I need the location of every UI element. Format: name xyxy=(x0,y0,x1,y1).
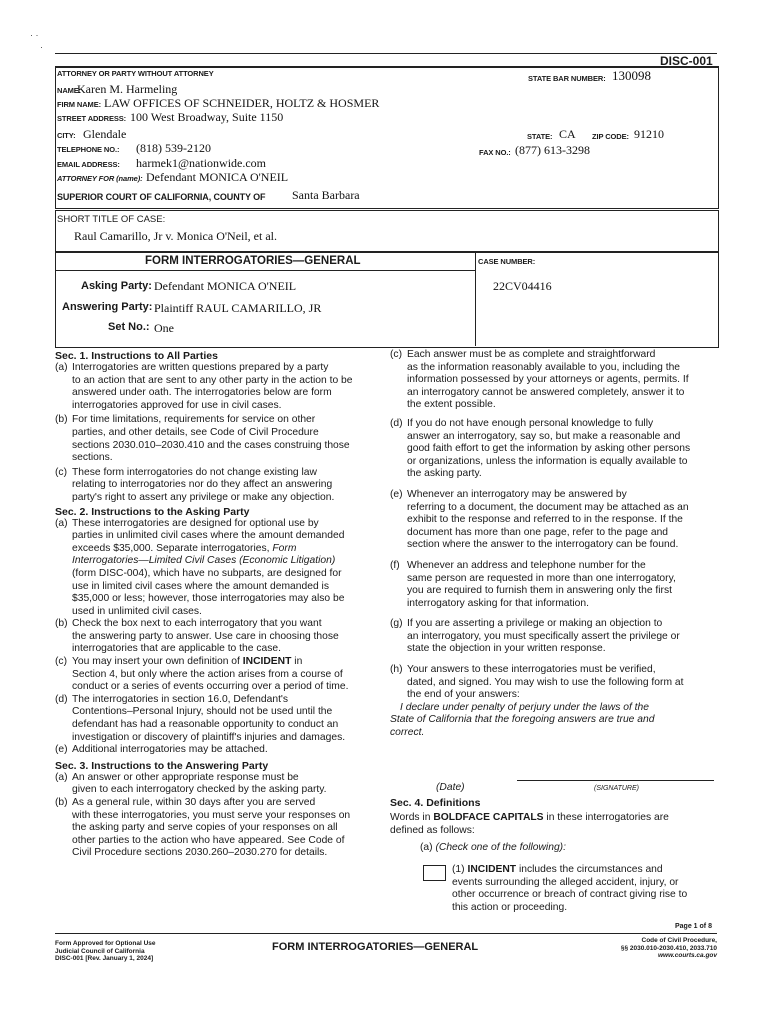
court-value: Santa Barbara xyxy=(292,188,360,202)
sec3-e: (e) Whenever an interrogatory may be answered by referring to a document, the document may be attached as an exhibit to the response and referred to in the response. If the document has more than one page, refer to the page and section where the answer to the interrogatory can be found. xyxy=(390,488,689,551)
zip-label: ZIP CODE: xyxy=(592,132,629,141)
answering-party-value: Plaintiff RAUL CAMARILLO, JR xyxy=(154,301,322,315)
signature-label: (SIGNATURE) xyxy=(594,785,639,792)
case-number-value: 22CV04416 xyxy=(493,279,552,293)
asking-party-label: Asking Party: xyxy=(81,280,152,292)
street-value: 100 West Broadway, Suite 1150 xyxy=(130,110,284,124)
title-divider xyxy=(475,252,476,346)
email-label: EMAIL ADDRESS: xyxy=(57,160,120,169)
sec1-c: (c) These form interrogatories do not change existing law relating to interrogatories nor do they affect an answering party's right to assert any privilege or make any objection. xyxy=(55,466,335,503)
title-underline xyxy=(55,270,475,271)
sec4-intro: Words in BOLDFACE CAPITALS in these interrogatories are defined as follows: xyxy=(390,812,669,836)
case-number-label: CASE NUMBER: xyxy=(478,257,536,266)
fax-value: (877) 613-3298 xyxy=(515,143,590,157)
footer-right: Code of Civil Procedure, §§ 2030.010-2030.410, 2033.710 www.courts.ca.gov xyxy=(620,937,717,959)
page-number: Page 1 of 8 xyxy=(675,923,712,930)
scan-speck: · xyxy=(40,42,43,52)
scan-speck: · · xyxy=(30,30,39,40)
sec1-b: (b) For time limitations, requirements for service on other parties, and other details, see Code of Civil Procedure sections 2030.010–2030.410 and the cases construing those sections. xyxy=(55,414,350,464)
sec3-h: (h) Your answers to these interrogatories must be verified, dated, and signed. You may wish to use the following form at the end of your answers: xyxy=(390,664,684,701)
zip-value: 91210 xyxy=(634,127,664,141)
attorney-label: ATTORNEY OR PARTY WITHOUT ATTORNEY xyxy=(57,69,214,78)
sec3-a: (a) An answer or other appropriate response must be given to each interrogatory checked by the asking party. xyxy=(55,771,327,796)
street-label: STREET ADDRESS: xyxy=(57,114,127,123)
sec1-a: (a) Interrogatories are written questions prepared by a party to an action that are sent to any other party in the action to be answered under oath. The interrogatories below are form interrogatories approved for use in civil cases. xyxy=(55,362,353,411)
court-label: SUPERIOR COURT OF CALIFORNIA, COUNTY OF xyxy=(57,192,266,202)
sec3-g: (g) If you are asserting a privilege or making an objection to an interrogatory, you must specifically assert the privilege or state the objection in your written response. xyxy=(390,618,680,655)
footer-rule xyxy=(55,933,717,934)
definition-1: (1) INCIDENT includes the circumstances and events surrounding the alleged accident, injury, or other occurrence or breach of contract giving rise to this action or proceeding. xyxy=(452,864,688,913)
declaration: I declare under penalty of perjury under the laws of the State of California that the foregoing answers are true and correct. xyxy=(390,701,655,739)
name-label: NAME: xyxy=(57,86,82,95)
state-bar-label: STATE BAR NUMBER: xyxy=(528,74,606,83)
attorney-for-label: ATTORNEY FOR (name): xyxy=(57,174,143,183)
short-title-value: Raul Camarillo, Jr v. Monica O'Neil, et al. xyxy=(74,229,278,243)
sec4-block xyxy=(390,797,720,855)
footer-left: Form Approved for Optional Use Judicial Council of California DISC-001 [Rev. January 1, 2024] xyxy=(55,940,156,962)
sec2-d: (d) The interrogatories in section 16.0, Defendant's Contentions–Personal Injury, should not be used until the defendant has had a reasonable opportunity to conduct an investigation or discovery of plaintiff's injuries and damages. xyxy=(55,693,346,743)
sec2-e: (e) Additional interrogatories may be attached. xyxy=(55,744,268,756)
email-value: harmek1@nationwide.com xyxy=(136,156,267,170)
sec2-b: (b) Check the box next to each interrogatory that you want the answering party to answer. Use care in choosing those interrogatories that are applicable to the case. xyxy=(55,618,339,655)
state-bar-value: 130098 xyxy=(612,68,651,83)
sec1-title: Sec. 1. Instructions to All Parties xyxy=(55,350,218,362)
firm-value: LAW OFFICES OF SCHNEIDER, HOLTZ & HOSMER xyxy=(104,96,380,110)
asking-party-value: Defendant MONICA O'NEIL xyxy=(154,279,297,293)
sec3-f: (f) Whenever an address and telephone number for the same person are requested in more than one interrogatory, you are required to furnish them in answering only the first interrogatory asking for that information. xyxy=(390,559,676,609)
state-label: STATE: xyxy=(527,132,553,141)
right-column xyxy=(390,349,720,740)
sec3-b: (b) As a general rule, within 30 days after you are served with these interrogatories, you must serve your responses on the asking party and serve copies of your responses on all other parties to the action who have appeared. See Code of Civil Procedure sections 2030.260–2030.270 for details. xyxy=(55,797,351,859)
form-title: FORM INTERROGATORIES—GENERAL xyxy=(145,255,361,267)
city-label: CITY: xyxy=(57,131,76,140)
name-value: Karen M. Harmeling xyxy=(77,82,178,96)
attorney-for-value: Defendant MONICA O'NEIL xyxy=(146,170,289,184)
date-label: (Date) xyxy=(436,782,465,793)
set-no-value: One xyxy=(154,321,174,335)
phone-value: (818) 539-2120 xyxy=(136,141,211,155)
firm-label: FIRM NAME: xyxy=(57,100,101,109)
form-id: DISC-001 xyxy=(660,54,713,68)
state-value: CA xyxy=(559,127,576,141)
sec4-a: (a) (Check one of the following): xyxy=(420,842,566,854)
sec2-a: (a) These interrogatories are designed for optional use by parties in unlimited civil cases where the amount demanded exceeds $35,000. Separate interrogatories, Form Interrogatories—Limited Civil Cases (Economic Litigation) (form DISC-004), which have no subparts, are designed for use in limited civil cases where the amount demanded is $35,000 or less; however, those interrogatories may also be used in unlimited civil cases. xyxy=(55,517,345,617)
top-rule xyxy=(55,53,717,54)
left-column xyxy=(55,350,380,860)
short-title-label: SHORT TITLE OF CASE: xyxy=(57,214,166,225)
sec3-d: (d) If you do not have enough personal knowledge to fully answer an interrogatory, say so, but make a reasonable and good faith effort to get the information by asking other persons or organizations, unless the information is equally available to the asking party. xyxy=(390,417,691,480)
incident-checkbox[interactable] xyxy=(423,865,446,881)
answering-party-label: Answering Party: xyxy=(62,301,153,313)
phone-label: TELEPHONE NO.: xyxy=(57,145,120,154)
sec2-c: (c) You may insert your own definition of INCIDENT in Section 4, but only where the action arises from a course of conduct or a series of events occurring over a period of time. xyxy=(55,656,349,693)
footer-title: FORM INTERROGATORIES—GENERAL xyxy=(272,941,479,953)
sec3-c: (c) Each answer must be as complete and straightforward as the information reasonably available to you, including the information possessed by your attorneys or agents, permits. If an interrogatory cannot be answered completely, answer it to the extent possible. xyxy=(390,349,689,411)
sec2-title: Sec. 2. Instructions to the Asking Party xyxy=(55,505,250,518)
sec4-title: Sec. 4. Definitions xyxy=(390,797,481,809)
sec3-title: Sec. 3. Instructions to the Answering Party xyxy=(55,759,269,772)
city-value: Glendale xyxy=(83,127,127,141)
signature-line xyxy=(517,780,714,781)
fax-label: FAX NO.: xyxy=(479,148,511,157)
set-no-label: Set No.: xyxy=(108,321,150,333)
